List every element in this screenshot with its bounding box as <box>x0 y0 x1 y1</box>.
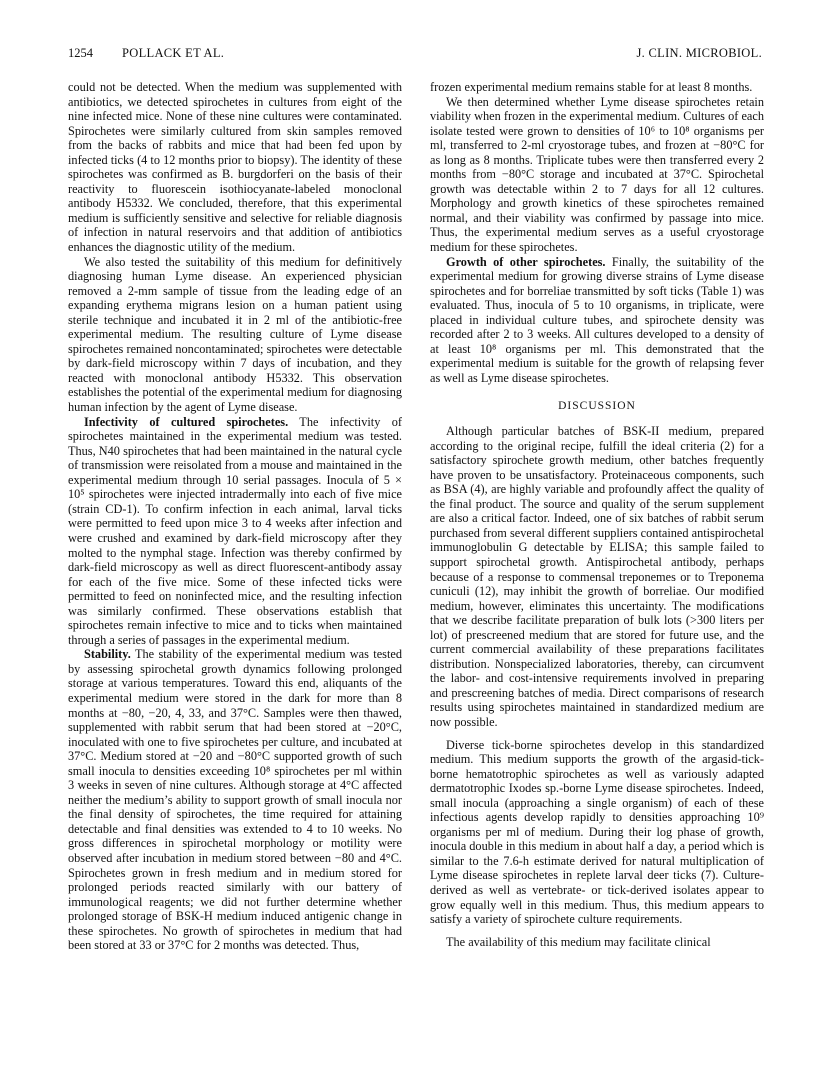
paragraph-stability-end: frozen experimental medium remains stable for at least 8 months. <box>430 80 753 94</box>
paragraph-discussion-2: Diverse tick-borne spirochetes develop in this standardized medium. This medium supports the growth of the argasid-tick-borne hematotrophic spirochetes as well as variously adapted dermatotrophic Ixodes sp.-borne Lyme disease spirochetes. Indeed, small inocula (approaching a single organism) of each of these infectious agents develop rapidly to densities approaching 10⁹ organisms per ml of medium. During their log phase of growth, inocula double in this medium in about half a day, a period which is similar to the 7.6-h estimate derived for natural multiplication of Lyme disease spirochetes in replete larval deer ticks (7). Culture-derived as well as vertebrate- or tick-derived isolates appear to grow equally well in this medium. Thus, this medium appears to satisfy a variety of spirochete culture requirements. <box>430 737 764 927</box>
journal-name: J. CLIN. MICROBIOL. <box>636 46 762 60</box>
section-heading-other-spirochetes: Growth of other spirochetes. <box>446 254 606 269</box>
infectivity-text: The infectivity of spirochetes maintained in the experimental medium was tested. Thus, N40 spirochetes that had been maintained in the natural cycle of transmission were reisolated from a mouse and maintained in the experimental medium through 10 serial passages. Inocula of 5 × 10⁵ spirochetes were injected intradermally into each of five mice (strain CD-1). To confirm infection in each animal, larval ticks were permitted to feed upon mice 3 to 4 weeks after infection and were crushed and examined by dark-field microscopy after they molted to the nymphal stage. Infection was thereby confirmed by dark-field microscopy as well as direct fluorescent-antibody assay for each of the five mice. Some of these infected ticks were permitted to feed on noninfected mice, and the resulting infection was similarly confirmed. These observations establish that spirochetes remain infective to mice and to ticks when maintained through a series of passages in the experimental medium. <box>68 414 402 647</box>
running-authors: POLLACK ET AL. <box>122 46 225 60</box>
paragraph-stability <box>68 647 402 952</box>
section-heading-stability: Stability. <box>84 647 131 662</box>
section-heading-infectivity: Infectivity of cultured spirochetes. <box>84 414 289 429</box>
paragraph-human-lyme: We also tested the suitability of this medium for definitively diagnosing human Lyme disease. An experienced physician removed a 2-mm sample of tissue from the leading edge of an expanding erythema migrans lesion on a human patient using sterile technique and incubated it in 2 ml of the antibiotic-free experimental medium. The resulting culture of Lyme disease spirochetes remained noncontaminated; spirochetes were detectable by dark-field microscopy within 7 days of incubation, and they reacted with monoclonal antibody H5332. This observation establishes the potential of the experimental medium for diagnosing human infection by the agent of Lyme disease. <box>68 254 402 415</box>
page-number: 1254 <box>68 46 93 60</box>
running-header <box>68 46 762 64</box>
other-spirochetes-text: Finally, the suitability of the experimental medium for growing diverse strains of Lyme disease spirochetes and for borreliae transmitted by soft ticks (Table 1) was evaluated. Thus, inocula of 5 to 10 organisms, in triplicate, were placed in individual culture tubes, and spirochete density was recorded after 2 to 3 weeks. All cultures developed to a density of at least 10⁸ organisms per ml. This demonstrated that the experimental medium is suitable for the growth of relapsing fever as well as Lyme disease spirochetes. <box>430 254 764 385</box>
paragraph-continuation: could not be detected. When the medium was supplemented with antibiotics, we detected spirochetes in cultures from eight of the nine infected mice. None of these nine cultures were contaminated. Spirochetes were similarly cultured from skin samples removed from the backs of rabbits and mice that had been fed upon by infected ticks (4 to 12 months prior to biopsy). The identity of these spirochetes was confirmed as B. burgdorferi on the basis of their reactivity to fluorescein isothiocyanate-labeled monoclonal antibody H5332. We concluded, therefore, that this experimental medium is sufficiently sensitive and selective for reliable diagnosis of infection in natural reservoirs and that addition of antibiotics enhances the diagnostic utility of the medium. <box>68 80 402 255</box>
paragraph-other-spirochetes <box>430 255 764 386</box>
paragraph-infectivity <box>68 415 402 648</box>
right-column <box>430 80 764 949</box>
paragraph-discussion-1: Although particular batches of BSK-II medium, prepared according to the original recipe, fulfill the ideal criteria (2) for a satisfactory spirochete growth medium, other batches frequently have proven to be unsatisfactory. Proteinaceous components, such as BSA (4), are highly variable and profoundly affect the quality of the final product. The source and quality of the serum supplement are also a critical factor. Indeed, one of six batches of rabbit serum purchased from several different suppliers contained antispirochetal immunoglobulin G detectable by ELISA; this sample failed to support spirochetal growth. Antispirochetal antibody, perhaps because of a response to commensal treponemes or to Treponema cuniculi (12), may inhibit the growth of borreliae. Our modified medium, however, eliminates this uncertainty. The modifications that we describe facilitate preparation of bulk lots (>300 liters per lot) of prescreened medium that are stored for future use, and the current commercial availability of these preparations facilitates distribution. Nonspecialized laboratories, thereby, can circumvent the labor- and cost-intensive requirements involved in preparing and prescreening batches of media. Direct comparisons of research results using spirochetes maintained in standardized medium are now possible. <box>430 424 764 729</box>
paragraph-discussion-3: The availability of this medium may facilitate clinical <box>446 934 711 949</box>
discussion-heading: DISCUSSION <box>558 400 636 413</box>
paragraph-cryostorage: We then determined whether Lyme disease spirochetes retain viability when frozen in the experimental medium. Cultures of each isolate tested were grown to densities of 10⁶ to 10⁸ organisms per ml, transferred to 2-ml cryostorage tubes, and frozen at −80°C for as long as 8 months. Triplicate tubes were then transferred every 2 months from −80°C storage and incubated at 37°C. Spirochetal growth was detectable within 2 to 7 days for all 12 cultures. Morphology and growth kinetics of these spirochetes remained normal, and their viability was confirmed by passage into mice. Thus, the experimental medium serves as a useful cryostorage medium for these spirochetes. <box>430 94 764 255</box>
left-column <box>68 80 402 953</box>
stability-text: The stability of the experimental medium was tested by assessing spirochetal growth dynamics following prolonged storage at various temperatures. Toward this end, aliquants of the experimental medium were stored in the dark for more than 8 months at −80, −20, 4, 33, and 37°C. Samples were then thawed, supplemented with rabbit serum that had been stored at −20°C, inoculated with one to five spirochetes per culture, and incubated at 37°C. Medium stored at −20 and −80°C supported growth of such small inocula to densities exceeding 10⁸ spirochetes per ml within 3 weeks in seven of nine cultures. Although storage at 4°C affected neither the medium’s ability to support growth of small inocula nor the final density of spirochetes, the time required for attaining detectable and final densities was extended to 4 to 10 weeks. No gross differences in spirochetal morphology or motility were observed after incubation in medium stored between −80 and 4°C. Spirochetes grown in fresh medium and in medium stored for prolonged periods reacted similarly with our battery of immunological reagents; we did not further determine whether prolonged storage of BSK-H medium induced antigenic change in these spirochetes. No growth of spirochetes in medium that had been stored at 33 or 37°C for 2 months was detected. Thus, <box>68 647 402 953</box>
